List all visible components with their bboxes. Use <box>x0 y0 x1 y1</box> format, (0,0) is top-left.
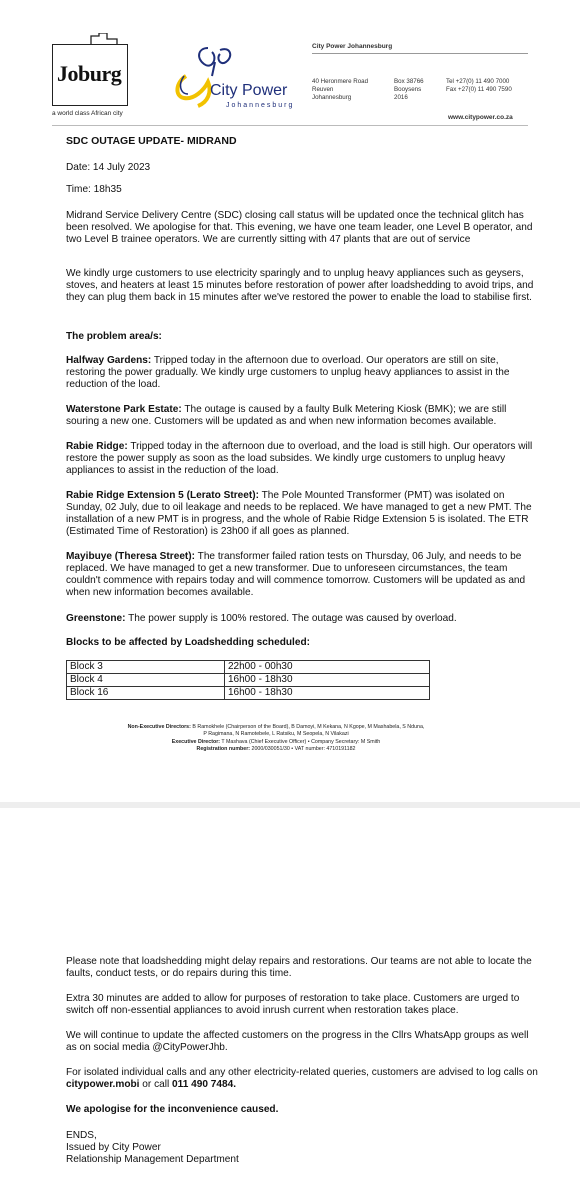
joburg-tagline: a world class African city <box>52 110 123 117</box>
loadshedding-blocks-table <box>66 660 430 700</box>
header-website: www.citypower.co.za <box>448 114 513 121</box>
table-row <box>67 687 430 700</box>
contact-note: For isolated individual calls and any other electricity-related queries, customers are advised to log calls on citypower.mobi or call 011 490 7484. <box>66 1067 538 1091</box>
table-row <box>67 661 430 674</box>
intro-paragraph: Midrand Service Delivery Centre (SDC) closing call status will be updated once the technical glitch has been resolved. We apologise for that. This evening, we have one team leader, one Level B operator, and two Level B trainee operators. We are currently sitting with 47 plants that are out of service <box>66 210 533 246</box>
header-fax: Fax +27(0) 11 490 7590 <box>446 86 512 94</box>
joburg-logo-text: Joburg <box>57 61 122 86</box>
joburg-skyline-icon <box>89 33 119 45</box>
table-row <box>67 674 430 687</box>
document-title: SDC OUTAGE UPDATE- MIDRAND <box>66 135 237 147</box>
header-postal-box: Box 38766 Booysens 2016 <box>394 78 424 102</box>
block-name: Block 3 <box>67 661 225 674</box>
area-mayibuye: Mayibuye (Theresa Street): The transformer failed ration tests on Thursday, 06 July, and needs to be replaced. We have managed to get a new transformer. Due to unforeseen circumstances, the team couldn't commence with repairs today and will commence tomorrow. Customers will be updated as and when new information becomes available. <box>66 551 526 599</box>
area-greenstone: Greenstone: The power supply is 100% restored. The outage was caused by overload. <box>66 613 457 624</box>
header-bottom-divider <box>52 125 528 126</box>
urge-paragraph: We kindly urge customers to use electricity sparingly and to unplug heavy appliances such as geysers, stoves, and heaters at least 15 minutes before restoration of power after loadshedding to avoid trips, and they can plug them back in 15 minutes after we've restored the power to enable the load to stabilise first. <box>66 268 534 304</box>
block-time: 16h00 - 18h30 <box>225 674 430 687</box>
header-contact <box>446 78 512 94</box>
block-time: 16h00 - 18h30 <box>225 687 430 700</box>
area-rabie-ridge: Rabie Ridge: Tripped today in the afternoon due to overload, and the load is still high. Our operators will restore the power supply as soon as the load subsides. We kindly urge customers to unplug heavy appliances to assist in the reduction of the load. <box>66 441 533 477</box>
header-company: City Power Johannesburg <box>312 43 393 50</box>
joburg-logo <box>52 44 128 106</box>
extra-minutes-note: Extra 30 minutes are added to allow for purposes of restoration to take place. Customers are urged to switch off non-essential appliances to avoid inrush current when restoration takes place. <box>66 993 520 1017</box>
block-time: 22h00 - 00h30 <box>225 661 430 674</box>
header-address: 40 Heronmere Road Reuven Johannesburg <box>312 78 369 102</box>
city-power-name: City Power <box>210 82 288 99</box>
document-date: Date: 14 July 2023 <box>66 162 151 173</box>
document-time: Time: 18h35 <box>66 184 122 195</box>
area-halfway-gardens: Halfway Gardens: Tripped today in the afternoon due to overload. Our operators are still on site, restoring the power gradually. We kindly urge customers to unplug heavy appliances to assist in the reduction of the load. <box>66 355 510 391</box>
header-tel: Tel +27(0) 11 490 7000 <box>446 78 510 85</box>
footer-directors: Non-Executive Directors: B Ramokhele (Chairperson of the Board), B Damoyi, M Kekana, N Kgope, M Mashabela, S Nduna, P Ragimana, N Ramotebele, L Ratsiku, M Seopela, N Vilakazi Executive Director: T Mashava (Chief Executive Officer) • Company Secretary: M Smith Registration number: 2000/030051/30 • VAT number: 4710191182 <box>127 724 425 752</box>
city-power-subtitle: Johannesburg <box>226 102 295 109</box>
apology-text: We apologise for the inconvenience caused. <box>66 1104 279 1115</box>
call-number: 011 490 7484. <box>172 1079 237 1091</box>
block-name: Block 16 <box>67 687 225 700</box>
document-page-2 <box>0 808 580 1200</box>
citypower-mobi-link: citypower.mobi <box>66 1079 140 1091</box>
block-name: Block 4 <box>67 674 225 687</box>
loadshedding-note: Please note that loadshedding might delay repairs and restorations. Our teams are not able to locate the faults, conduct tests, or do repairs during this time. <box>66 956 532 980</box>
blocks-heading: Blocks to be affected by Loadshedding scheduled: <box>66 637 310 648</box>
updates-note: We will continue to update the affected customers on the progress in the Cllrs WhatsApp groups as well as on social media @CityPowerJhb. <box>66 1030 529 1054</box>
problem-heading: The problem area/s: <box>66 331 162 342</box>
sign-off: ENDS, Issued by City Power Relationship Management Department <box>66 1130 239 1166</box>
header-divider <box>312 53 528 54</box>
area-rabie-ridge-ext5: Rabie Ridge Extension 5 (Lerato Street): The Pole Mounted Transformer (PMT) was isolated on Sunday, 02 July, due to oil leakage and needs to be replaced. We have managed to get a new PMT. The installation of a new PMT is in progress, and the whole of Rabie Ridge Extension 5 is isolated. The ETR (Estimated Time of Restoration) is 23h00 if all goes as planned. <box>66 490 532 538</box>
area-waterstone-park: Waterstone Park Estate: The outage is caused by a faulty Bulk Metering Kiosk (BMK); we are still souring a new one. Customers will be updated as and when new information becomes available. <box>66 404 507 428</box>
